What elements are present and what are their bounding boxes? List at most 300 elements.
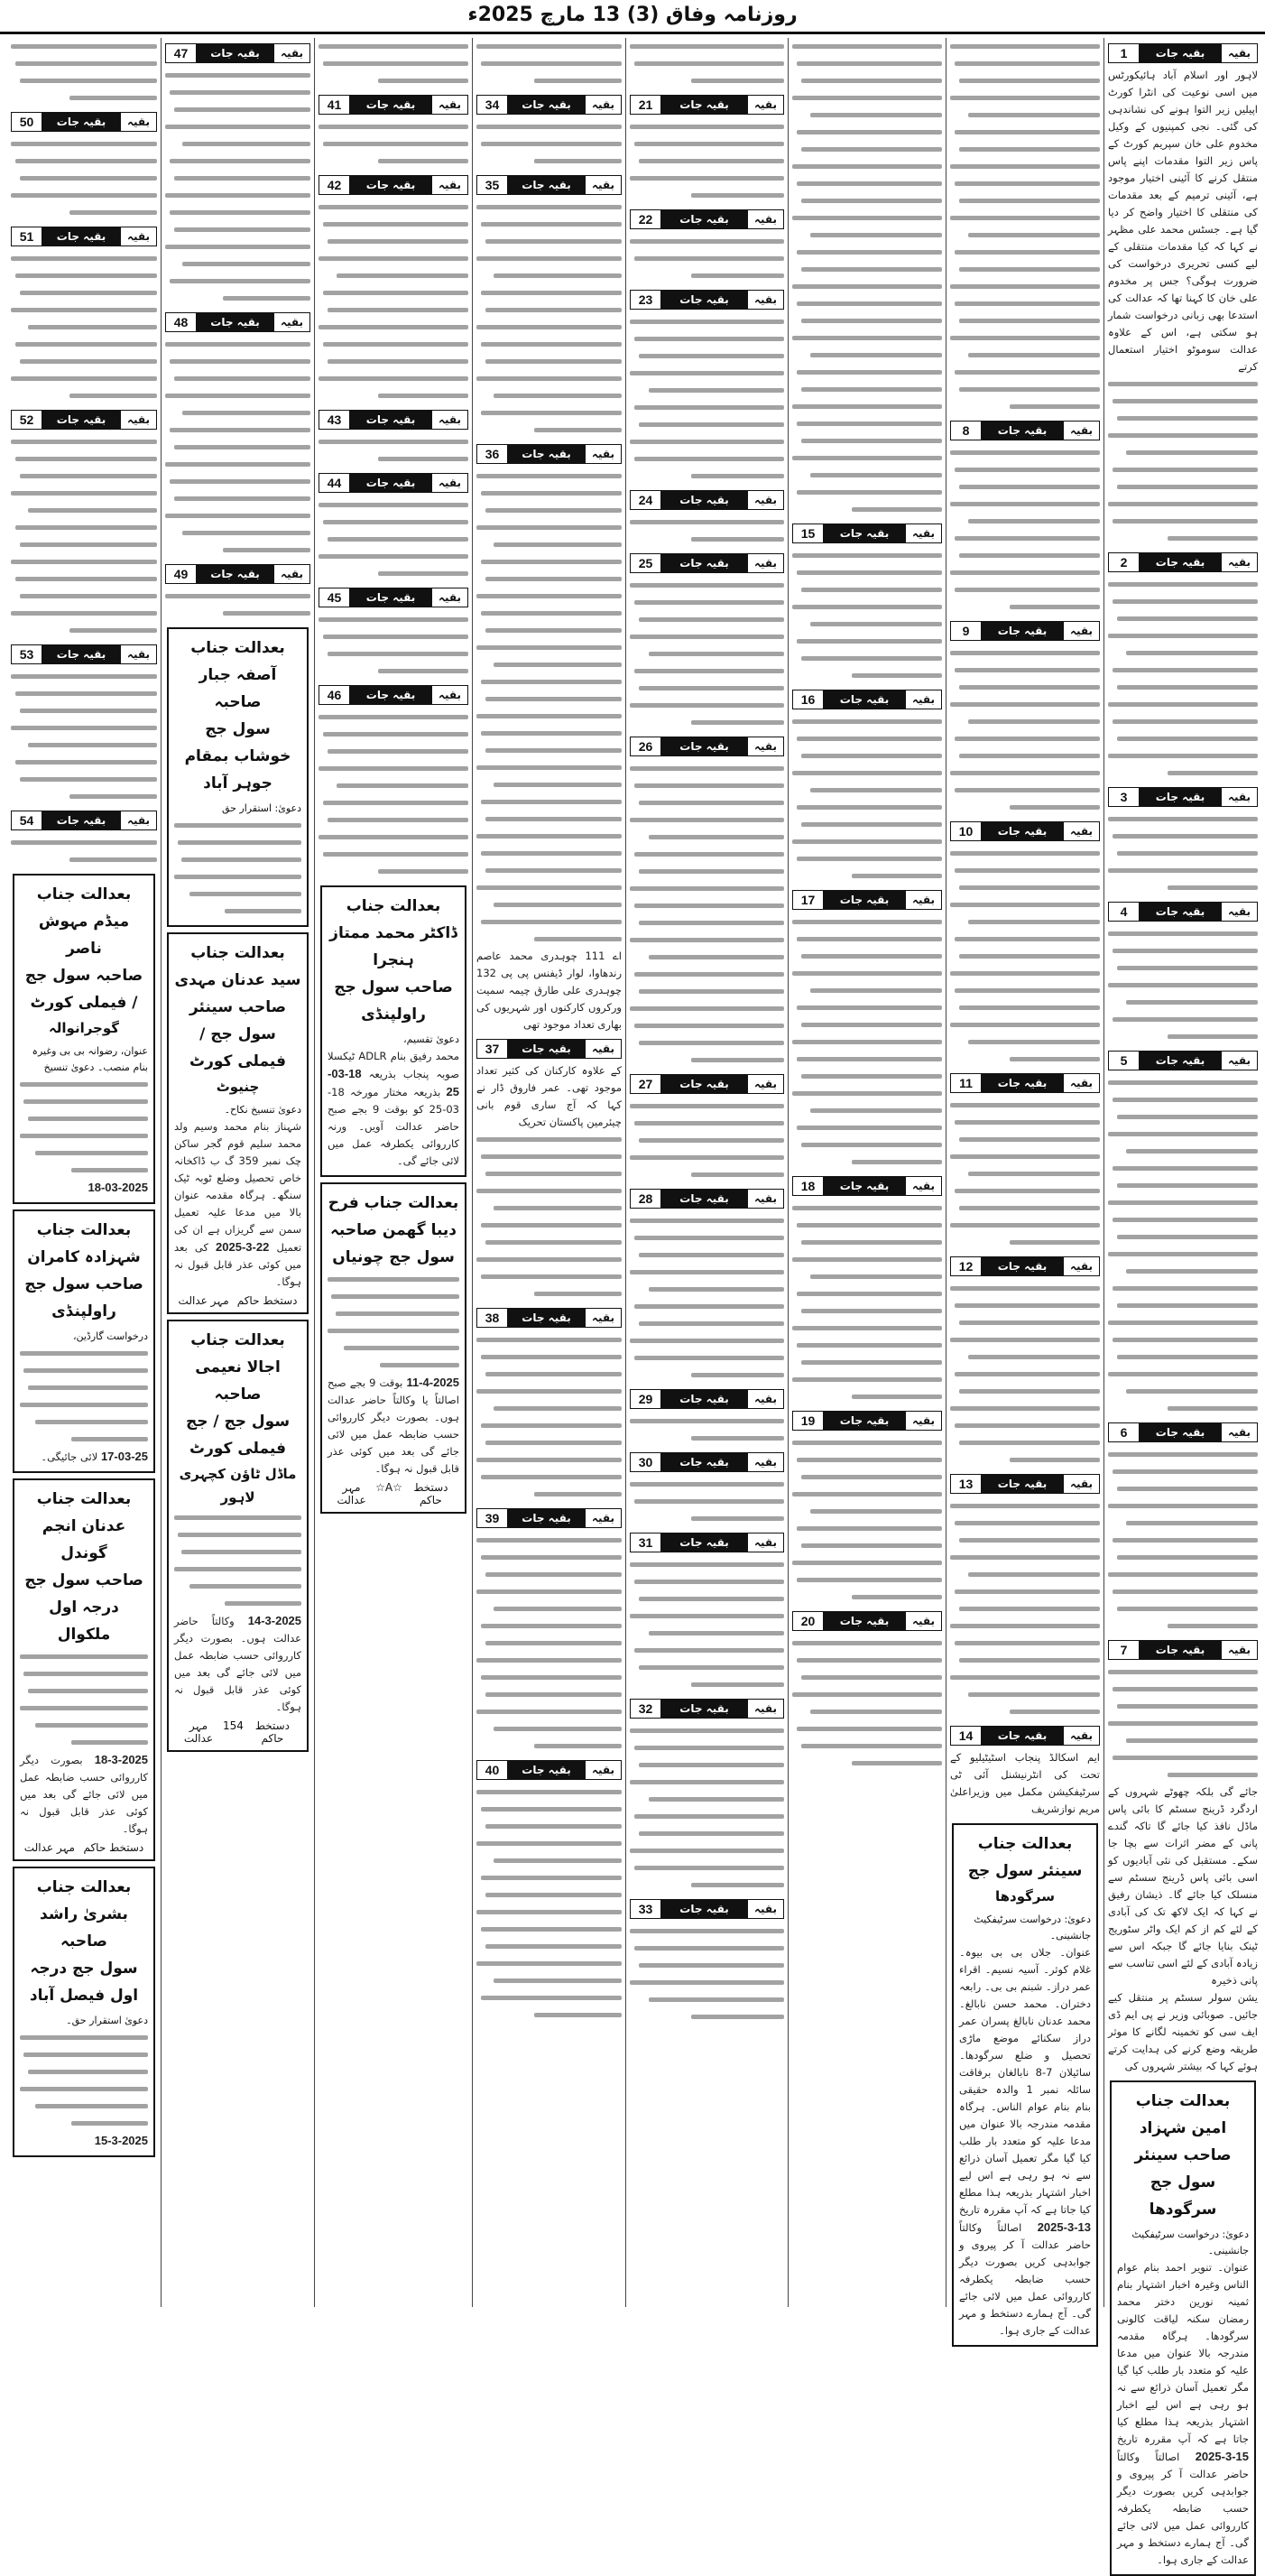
continuation-header — [630, 1452, 784, 1472]
text-line — [476, 1182, 622, 1200]
notice-heading-1: بعدالت جناب میڈم مہوش ناصر — [36, 885, 132, 958]
continuation-header — [319, 410, 468, 430]
text-line — [319, 370, 468, 387]
column-5 — [472, 38, 625, 2307]
continuation-title: بقیہ جات — [350, 176, 431, 194]
text-line — [174, 834, 301, 851]
text-line — [319, 829, 468, 846]
text-line — [476, 233, 622, 250]
continuation-body — [319, 118, 468, 170]
continuation-label: بقیہ — [431, 686, 467, 704]
text-line — [792, 261, 942, 278]
text-line — [476, 135, 622, 153]
text-line — [476, 267, 622, 284]
continuation-body — [1108, 811, 1258, 896]
text-line — [950, 1400, 1100, 1417]
continuation-number: 2 — [1109, 553, 1140, 571]
continuation-body — [1108, 67, 1258, 547]
text-line — [792, 1285, 942, 1302]
text-line — [792, 1085, 942, 1102]
text-line — [476, 1451, 622, 1469]
text-line — [476, 1434, 622, 1451]
text-line — [792, 227, 942, 244]
continuation-number: 34 — [477, 96, 508, 114]
text-line — [319, 216, 468, 233]
continuation-body — [630, 760, 784, 1069]
text-line — [950, 547, 1100, 564]
continuation-label: بقیہ — [431, 96, 467, 114]
text-line — [476, 38, 622, 55]
text-line — [950, 1148, 1100, 1165]
text-line — [476, 536, 622, 553]
continuation-header — [319, 685, 468, 705]
text-line — [319, 811, 468, 829]
article-text: جائے گی بلکہ چھوٹے شہروں کے اردگرد ڈرینج سسٹم کا بائی پاس ماڈل نافذ کیا جائے گا تاکہ گندے پانی کے مضر اثرات سے بچا جا سکے۔ مستقبل کی نئی آبادیوں کو اسی بائی پاس ڈرینج سسٹم سے منسلک کیا جائے گا۔ ذیشان رفیق نے کہا کہ ایک لاکھ تک کی آبادی کے لئے کم از کم ایک واٹر سٹوریج ٹینک بنایا جائے گا جبکہ اس سے زیادہ آبادی کے لئے اسی تناسب سے پانی ذخیرہ — [1108, 1785, 1258, 1987]
text-line — [1108, 1280, 1258, 1297]
text-line — [476, 336, 622, 353]
text-line — [630, 697, 784, 714]
notice-signature-row — [174, 1294, 301, 1307]
text-line — [476, 553, 622, 570]
text-line — [630, 1493, 784, 1510]
text-line — [792, 833, 942, 850]
text-line — [792, 1200, 942, 1217]
text-line — [476, 1331, 622, 1348]
text-line — [950, 747, 1100, 764]
notice-heading-3: گوجرانوالہ — [48, 1020, 119, 1036]
continuation-title: بقیہ جات — [661, 1900, 747, 1918]
text-line — [630, 1349, 784, 1367]
text-line — [792, 209, 942, 227]
text-line — [950, 444, 1100, 461]
text-line — [950, 295, 1100, 312]
notice-heading-2: صاحب سول جج راولپنڈی — [24, 1275, 143, 1320]
text-line — [950, 1417, 1100, 1434]
text-line — [950, 1348, 1100, 1366]
continuation-label: بقیہ — [1221, 788, 1257, 806]
text-line — [1108, 1480, 1258, 1497]
continuation-title: بقیہ جات — [661, 1390, 747, 1408]
continuation-title: بقیہ جات — [350, 588, 431, 607]
text-line — [11, 89, 157, 107]
text-line — [630, 1859, 784, 1876]
continuation-number: 13 — [951, 1475, 982, 1493]
text-line — [1108, 1532, 1258, 1549]
text-line — [476, 502, 622, 519]
text-line — [792, 449, 942, 467]
text-line — [165, 439, 310, 456]
text-line — [950, 1652, 1100, 1669]
text-line — [476, 118, 622, 135]
continuation-label: بقیہ — [585, 1509, 621, 1527]
text-line — [792, 913, 942, 931]
text-line — [476, 1835, 622, 1852]
text-line — [476, 1737, 622, 1755]
notice-tail-text: لائی جائیگی۔ — [41, 1450, 98, 1463]
text-line — [1108, 1383, 1258, 1400]
text-line — [792, 564, 942, 581]
text-line — [792, 278, 942, 295]
text-line — [792, 1268, 942, 1285]
text-line — [11, 72, 157, 89]
text-line — [165, 473, 310, 490]
text-line — [319, 284, 468, 301]
hearing-date: 18-3-2025 — [94, 1753, 149, 1766]
continuation-number: 20 — [793, 1612, 824, 1630]
text-line — [950, 1600, 1100, 1617]
text-line — [630, 1590, 784, 1608]
text-line — [630, 880, 784, 897]
text-line — [950, 896, 1100, 913]
text-line — [11, 450, 157, 468]
notice-heading-2: سول جج سرگودھا — [1149, 2173, 1217, 2219]
text-line — [792, 931, 942, 948]
text-line — [950, 1669, 1100, 1686]
text-line — [165, 404, 310, 422]
continuation-body — [319, 433, 468, 468]
text-line — [1108, 696, 1258, 713]
text-line — [950, 662, 1100, 679]
continuation-header — [319, 175, 468, 195]
text-line — [792, 1302, 942, 1320]
text-line — [630, 794, 784, 811]
continuation-number: 15 — [793, 524, 824, 542]
text-line — [630, 777, 784, 794]
text-line — [11, 536, 157, 553]
text-line — [319, 353, 468, 370]
notice-heading-2: صاحب سول جج درجہ اول ملکوال — [24, 1571, 143, 1644]
text-line — [630, 966, 784, 983]
text-line — [792, 192, 942, 209]
text-line — [319, 250, 468, 267]
text-line — [11, 788, 157, 805]
notice-body — [20, 1648, 148, 1838]
text-line — [792, 72, 942, 89]
text-line — [476, 879, 622, 896]
text-line — [1108, 1698, 1258, 1715]
text-line — [630, 897, 784, 914]
text-line — [630, 931, 784, 949]
continuation-header — [950, 1726, 1100, 1746]
text-line — [630, 347, 784, 365]
text-line — [319, 709, 468, 726]
column-3 — [788, 38, 946, 2307]
text-line — [1108, 959, 1258, 977]
continuation-title: بقیہ جات — [982, 622, 1063, 640]
article-text — [630, 38, 784, 89]
text-line — [11, 588, 157, 605]
continuation-title: بقیہ جات — [824, 524, 905, 542]
continuation-body — [792, 913, 942, 1171]
notice-heading-1: بعدالت جناب امین شہزاد صاحب سینئر — [1134, 2092, 1232, 2164]
text-line — [11, 387, 157, 404]
continuation-header — [319, 588, 468, 607]
continuation-body — [630, 577, 784, 731]
text-line — [950, 1234, 1100, 1251]
text-line — [319, 55, 468, 72]
text-line — [792, 1669, 942, 1686]
court-notice — [167, 932, 309, 1314]
text-line — [476, 1703, 622, 1720]
text-line — [792, 747, 942, 764]
continuation-header — [792, 690, 942, 709]
article-text — [950, 38, 1100, 415]
continuation-title: بقیہ جات — [1140, 553, 1221, 571]
text-line — [476, 673, 622, 690]
article-text — [476, 38, 622, 89]
text-line — [328, 1305, 459, 1322]
text-line — [950, 982, 1100, 999]
sign-left: مہر عدالت — [183, 1719, 214, 1745]
notice-claim: دعویٰ: درخواست سرٹیفکیٹ جانشینی۔ — [974, 1913, 1091, 1941]
text-line — [20, 2046, 148, 2063]
text-line — [165, 204, 310, 221]
continuation-label: بقیہ — [905, 524, 941, 542]
continuation-number: 6 — [1109, 1423, 1140, 1441]
continuation-body — [11, 135, 157, 221]
text-line — [630, 1808, 784, 1825]
notice-claim: دعویٰ تنسیخ نکاح۔ — [224, 1104, 301, 1116]
text-line — [630, 1052, 784, 1069]
text-line — [319, 301, 468, 319]
text-line — [165, 524, 310, 542]
text-line — [792, 55, 942, 72]
text-line — [476, 1972, 622, 1989]
masthead-rule — [0, 32, 1265, 34]
continuation-title: بقیہ جات — [42, 227, 120, 246]
text-line — [165, 387, 310, 404]
text-line — [950, 1331, 1100, 1348]
continuation-label: بقیہ — [1221, 553, 1257, 571]
continuation-number: 3 — [1109, 788, 1140, 806]
text-line — [950, 227, 1100, 244]
continuation-number: 22 — [631, 210, 661, 228]
court-notice — [13, 1478, 155, 1861]
text-line — [11, 754, 157, 771]
notice-tail-text: اصالتاً وکالتاً حاضر عدالت آ کر پیروی و جوابدہی کریں بصورت دیگر حسب ضابطہ یکطرفہ کارروائی عمل میں لائی جائے گی۔ آج ہمارے دستخط و مہر عدالت کے جاری ہوا۔ — [959, 2221, 1091, 2337]
text-line — [476, 1566, 622, 1583]
court-notice — [167, 1320, 309, 1752]
text-line — [1108, 994, 1258, 1011]
text-line — [792, 1371, 942, 1388]
continuation-number: 4 — [1109, 903, 1140, 921]
continuation-title: بقیہ جات — [982, 1475, 1063, 1493]
text-line — [476, 301, 622, 319]
text-line — [792, 107, 942, 124]
continuation-header — [476, 1760, 622, 1780]
continuation-title: بقیہ جات — [661, 737, 747, 755]
continuation-number: 33 — [631, 1900, 661, 1918]
continuation-title: بقیہ جات — [1140, 1052, 1221, 1070]
text-line — [630, 863, 784, 880]
text-line — [174, 1526, 301, 1543]
continuation-number: 10 — [951, 822, 982, 840]
text-line — [950, 209, 1100, 227]
text-line — [11, 250, 157, 267]
text-line — [476, 588, 622, 605]
continuation-number: 38 — [477, 1309, 508, 1327]
text-line — [1108, 811, 1258, 828]
notice-claim: درخواست گارڈین، — [72, 1330, 148, 1342]
text-line — [1108, 1348, 1258, 1366]
continuation-header — [950, 821, 1100, 841]
text-line — [1108, 1126, 1258, 1143]
text-line — [476, 1532, 622, 1549]
sign-mid: ☆A☆ — [375, 1481, 402, 1494]
continuation-body — [792, 1635, 942, 1772]
text-line — [630, 1923, 784, 1940]
text-line — [476, 370, 622, 387]
text-line — [476, 1801, 622, 1818]
continuation-title: بقیہ جات — [508, 96, 585, 114]
text-line — [630, 914, 784, 931]
text-line — [1108, 478, 1258, 496]
continuation-label: بقیہ — [747, 1390, 783, 1408]
text-line — [1108, 513, 1258, 530]
text-line — [792, 816, 942, 833]
continuation-label: بقیہ — [1221, 44, 1257, 62]
text-line — [630, 1098, 784, 1115]
text-line — [950, 1451, 1100, 1469]
text-line — [476, 1383, 622, 1400]
text-line — [792, 1051, 942, 1068]
text-line — [630, 846, 784, 863]
court-notice — [167, 627, 309, 927]
text-line — [630, 680, 784, 697]
text-line — [476, 605, 622, 622]
continuation-number: 42 — [319, 176, 350, 194]
text-line — [950, 799, 1100, 816]
continuation-header — [11, 227, 157, 246]
text-line — [950, 192, 1100, 209]
notice-claim: عنوان، رضوانہ بی بی وغیرہ بنام منصب۔ دعویٰ تنسیخ — [32, 1045, 148, 1073]
continuation-number: 46 — [319, 686, 350, 704]
text-line — [950, 1566, 1100, 1583]
text-line — [476, 72, 622, 89]
text-line — [165, 507, 310, 524]
continuation-title: بقیہ جات — [824, 891, 905, 909]
text-line — [476, 845, 622, 862]
text-line — [476, 793, 622, 811]
continuation-number: 5 — [1109, 1052, 1140, 1070]
text-line — [950, 644, 1100, 662]
text-line — [950, 364, 1100, 381]
continuation-header — [11, 410, 157, 430]
continuation-title: بقیہ جات — [824, 690, 905, 709]
text-line — [630, 983, 784, 1000]
text-line — [11, 55, 157, 72]
notice-claim: دعویٰ تقسیم، — [403, 1033, 459, 1045]
continuation-title: بقیہ جات — [350, 411, 431, 429]
text-line — [1108, 845, 1258, 862]
continuation-title: بقیہ جات — [42, 411, 120, 429]
continuation-number: 19 — [793, 1412, 824, 1430]
text-line — [630, 1264, 784, 1281]
notice-body — [959, 1944, 1091, 2340]
text-line — [11, 685, 157, 702]
sign-right: دستخط حاکم — [83, 1841, 144, 1854]
text-line — [1108, 461, 1258, 478]
text-line — [11, 468, 157, 485]
continuation-title: بقیہ جات — [1140, 1423, 1221, 1441]
text-line — [792, 175, 942, 192]
text-line — [1108, 747, 1258, 764]
text-line — [165, 336, 310, 353]
text-line — [792, 329, 942, 347]
text-line — [476, 1652, 622, 1669]
text-line — [792, 764, 942, 782]
text-line — [950, 1097, 1100, 1114]
continuation-label: بقیہ — [120, 227, 156, 246]
text-line — [20, 1717, 148, 1734]
continuation-title: بقیہ جات — [661, 96, 747, 114]
continuation-body — [792, 713, 942, 885]
continuation-header — [1108, 1422, 1258, 1442]
text-line — [950, 1686, 1100, 1703]
continuation-label: بقیہ — [747, 1900, 783, 1918]
continuation-body — [792, 547, 942, 684]
text-line — [1108, 1011, 1258, 1028]
text-line — [630, 1017, 784, 1034]
text-line — [950, 1280, 1100, 1297]
continuation-body — [630, 1722, 784, 1894]
notice-heading-2: سول جج چونیاں — [332, 1248, 455, 1266]
text-line — [792, 1554, 942, 1571]
text-line — [792, 1520, 942, 1537]
text-line — [165, 101, 310, 118]
text-line — [950, 1515, 1100, 1532]
continuation-label: بقیہ — [1063, 1257, 1099, 1275]
text-line — [476, 1635, 622, 1652]
text-line — [792, 948, 942, 965]
court-notice — [320, 885, 466, 1177]
text-line — [11, 319, 157, 336]
notice-heading-1: بعدالت جناب ڈاکٹر محمد ممتاز ہنجرا — [329, 897, 457, 969]
continuation-title: بقیہ جات — [42, 645, 120, 663]
text-line — [950, 1016, 1100, 1033]
text-line — [630, 1315, 784, 1332]
text-line — [20, 2080, 148, 2098]
text-line — [1108, 1766, 1258, 1784]
notice-body — [328, 1271, 459, 1478]
text-line — [20, 1076, 148, 1093]
text-line — [630, 267, 784, 284]
text-line — [1108, 1463, 1258, 1480]
text-line — [950, 347, 1100, 364]
text-line — [1108, 1143, 1258, 1160]
continuation-header — [1108, 902, 1258, 922]
text-line — [630, 187, 784, 204]
continuation-header — [319, 473, 468, 493]
continuation-label: بقیہ — [747, 1534, 783, 1552]
text-line — [1108, 679, 1258, 696]
text-line — [792, 782, 942, 799]
text-line — [319, 548, 468, 565]
continuation-label: بقیہ — [585, 1761, 621, 1779]
text-line — [792, 1217, 942, 1234]
text-line — [476, 1400, 622, 1417]
text-line — [476, 776, 622, 793]
text-line — [792, 1119, 942, 1136]
continuation-header — [630, 1533, 784, 1552]
text-line — [165, 135, 310, 153]
text-line — [950, 1165, 1100, 1182]
text-line — [792, 1102, 942, 1119]
text-line — [630, 760, 784, 777]
text-line — [476, 1921, 622, 1938]
notice-heading-1: بعدالت جناب — [977, 1835, 1073, 1853]
text-line — [630, 233, 784, 250]
